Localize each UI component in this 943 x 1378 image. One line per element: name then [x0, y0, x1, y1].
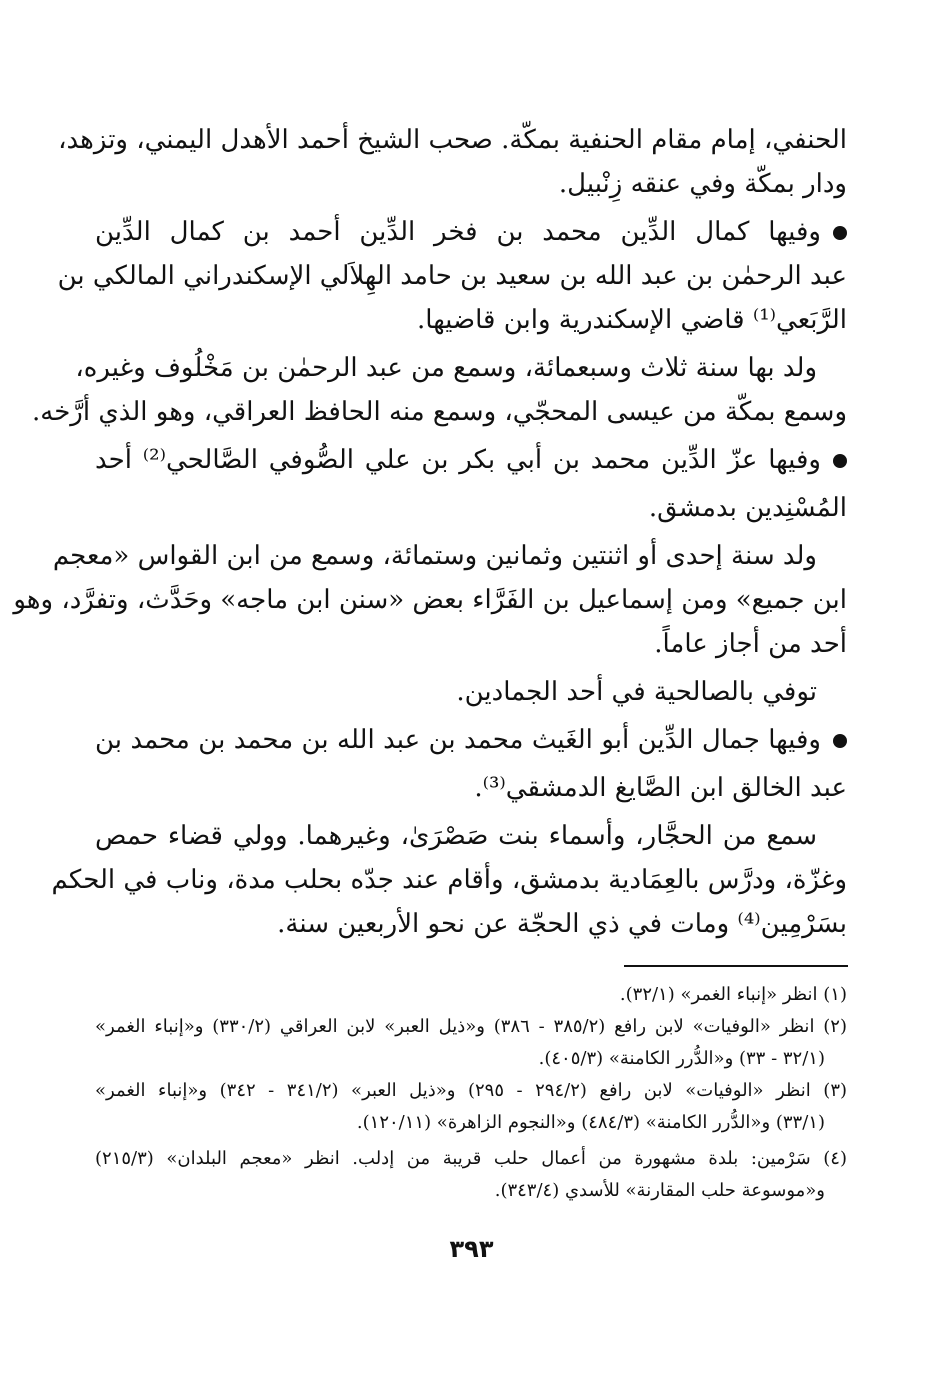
entry-line [95, 210, 847, 254]
text-line: عبد الخالق ابن الصَّايغ الدمشقي⁽³⁾. [474, 773, 847, 803]
entry-line [95, 438, 847, 482]
footnote-line: (٣٣/١) و«الدُّرر الكامنة» (٤٨٤/٣) و«النجوم الزاهرة» (١٢٠/١١). [356, 1112, 825, 1133]
entry-text: وفيها كمال الدِّين محمد بن فخر الدِّين أحمد بن كمال الدِّين [95, 217, 821, 247]
text-line: ابن جميع» ومن إسماعيل بن الفَرَّاء بعض «سنن ابن ماجه» وحَدَّث، وتفرَّد، وهو [13, 585, 847, 615]
text-line: أحد من أجاز عاماً. [654, 629, 847, 659]
text-line: سمع من الحجَّار، وأسماء بنت صَصْرَىٰ، وغيرهما. وولي قضاء حمص [95, 821, 817, 851]
bullet-icon [833, 734, 847, 748]
text-line: عبد الرحمٰن بن عبد الله بن سعيد بن حامد الهِلاَلي الإسكندراني المالكي بن [57, 261, 847, 291]
text-line: المُسْنِدين بدمشق. [648, 493, 847, 523]
text-line: ودار بمكّة وفي عنقه زِنْبيل. [558, 169, 847, 199]
text-line: الحنفي، إمام مقام الحنفية بمكّة. صحب الشيخ أحمد الأهدل اليمني، وتزهد، [58, 125, 847, 155]
bullet-icon [833, 454, 847, 468]
entry-text: وفيها عزّ الدِّين محمد بن أبي بكر بن علي الصُّوفي الصَّالحي⁽²⁾ أحد [95, 445, 821, 475]
text-line: وسمع بمكّة من عيسى المحجّي، وسمع منه الحافظ العراقي، وهو الذي أرَّخه. [32, 397, 847, 427]
entry-line [95, 718, 847, 762]
bullet-icon [833, 226, 847, 240]
footnote-line: (٢) انظر «الوفيات» لابن رافع (٣٨٥/٢ - ٣٨٦) و«ذيل العبر» لابن العراقي (٣٣٠/٢) و«إنباء الغمر» [95, 1016, 847, 1037]
footnote-line: (١) انظر «إنباء الغمر» (٣٢/١). [619, 984, 847, 1005]
footnote-line: (٣) انظر «الوفيات» لابن رافع (٢٩٤/٢ - ٢٩٥) و«ذيل العبر» (٣٤١/٢ - ٣٤٢) و«إنباء الغمر» [95, 1080, 848, 1101]
text-line: ولد سنة إحدى أو اثنتين وثمانين وستمائة، وسمع من ابن القواس «معجم [52, 541, 817, 571]
text-line: وغزّة، ودرَّس بالعِمَادية بدمشق، وأقام عند جدّه بحلب مدة، وناب في الحكم [51, 865, 847, 895]
footnote-line: (٣٢/١ - ٣٣) و«الدُّرر الكامنة» (٤٠٥/٣). [538, 1048, 825, 1069]
footnote-line: (٤) سَرْمين: بلدة مشهورة من أعمال حلب قريبة من إدلب. انظر «معجم البلدان» (٢١٥/٣) [95, 1148, 847, 1169]
page-number: ٣٩٣ [449, 1235, 494, 1263]
entry-text: وفيها جمال الدِّين أبو الغَيث محمد بن عبد الله بن محمد بن محمد بن [95, 725, 821, 755]
text-line: توفي بالصالحية في أحد الجمادين. [456, 677, 817, 707]
text-line: بسَرْمِين⁽⁴⁾ ومات في ذي الحجّة عن نحو الأربعين سنة. [277, 909, 847, 939]
text-line: ولد بها سنة ثلاث وسبعمائة، وسمع من عبد الرحمٰن بن مَخْلُوف وغيره، [75, 353, 817, 383]
text-line: الرَّبَعي⁽¹⁾ قاضي الإسكندرية وابن قاضيها. [417, 305, 847, 335]
footnote-separator [624, 965, 848, 967]
footnote-line: و«موسوعة حلب المقارنة» للأسدي (٣٤٣/٤). [494, 1180, 825, 1201]
